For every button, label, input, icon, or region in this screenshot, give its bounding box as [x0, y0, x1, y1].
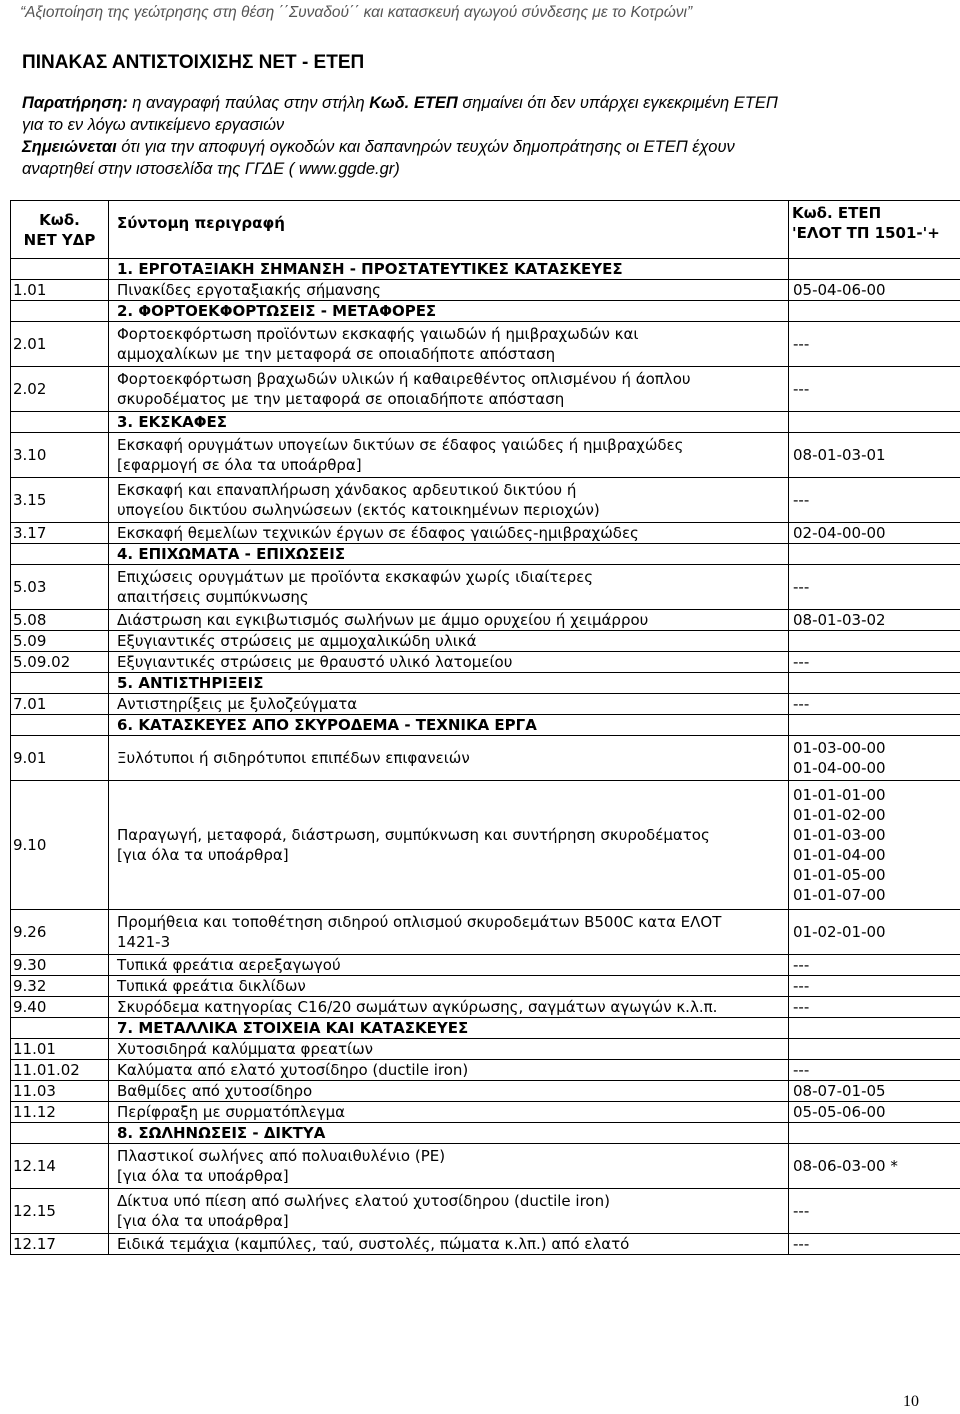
- table-row: [11, 1144, 960, 1189]
- table-row: [11, 433, 960, 478]
- table-row: [11, 736, 960, 781]
- row-etep-code: ---: [789, 955, 960, 976]
- row-description: Προμήθεια και τοποθέτηση σιδηρού οπλισμού σκυροδεμάτων B500C κατα ΕΛΟΤ 1421-3: [109, 910, 789, 955]
- row-etep-code: 02-04-00-00: [789, 523, 960, 544]
- row-code: 11.01.02: [11, 1060, 109, 1081]
- table-row: [11, 280, 960, 301]
- row-etep-code: ---: [789, 997, 960, 1018]
- row-code: 11.03: [11, 1081, 109, 1102]
- table-row: [11, 610, 960, 631]
- row-description: Φορτοεκφόρτωση βραχωδών υλικών ή καθαιρεθέντος οπλισμένου ή άοπλου σκυροδέματος με την μεταφορά σε οποιαδήποτε απόσταση: [109, 367, 789, 412]
- note-line-2: για το εν λόγω αντικείμενο εργασιών: [22, 116, 285, 134]
- row-description: Εξυγιαντικές στρώσεις με αμμοχαλικώδη υλικά: [109, 631, 789, 652]
- table-row: [11, 1234, 960, 1255]
- row-description: Βαθμίδες από χυτοσίδηρο: [109, 1081, 789, 1102]
- row-description: Τυπικά φρεάτια αερεξαγωγού: [109, 955, 789, 976]
- table-row: [11, 694, 960, 715]
- note-label: Παρατήρηση:: [22, 94, 128, 112]
- row-etep-code: ---: [789, 1234, 960, 1255]
- table-row: [11, 1060, 960, 1081]
- row-etep-code: ---: [789, 478, 960, 523]
- section-title: 5. ΑΝΤΙΣΤΗΡΙΞΕΙΣ: [109, 673, 789, 694]
- note-line-4: αναρτηθεί στην ιστοσελίδα της ΓΓΔΕ ( www.ggde.gr): [22, 160, 400, 178]
- row-code: 5.03: [11, 565, 109, 610]
- table-body: [11, 201, 960, 1255]
- table-row: [11, 955, 960, 976]
- row-code: 5.09: [11, 631, 109, 652]
- row-etep-code: 08-06-03-00 *: [789, 1144, 960, 1189]
- row-etep-code: 08-07-01-05: [789, 1081, 960, 1102]
- row-description: Ξυλότυποι ή σιδηρότυποι επιπέδων επιφανειών: [109, 736, 789, 781]
- row-etep-code: ---: [789, 1189, 960, 1234]
- row-code: 12.15: [11, 1189, 109, 1234]
- table-row: [11, 1189, 960, 1234]
- section-title: 7. ΜΕΤΑΛΛΙΚΑ ΣΤΟΙΧΕΙΑ ΚΑΙ ΚΑΤΑΣΚΕΥΕΣ: [109, 1018, 789, 1039]
- table-row: [11, 1039, 960, 1060]
- header-etep: Κωδ. ΕΤΕΠ 'ΕΛΟΤ ΤΠ 1501-'+: [789, 201, 960, 259]
- row-description: Πλαστικοί σωλήνες από πολυαιθυλένιο (PE) [για όλα τα υποάρθρα]: [109, 1144, 789, 1189]
- section-row: [11, 259, 960, 280]
- row-etep-code: 01-01-01-00 01-01-02-00 01-01-03-00 01-01-04-00 01-01-05-00 01-01-07-00: [789, 781, 960, 910]
- row-code: 5.08: [11, 610, 109, 631]
- row-code: 3.15: [11, 478, 109, 523]
- row-code: 9.30: [11, 955, 109, 976]
- row-description: Εκσκαφή θεμελίων τεχνικών έργων σε έδαφος γαιώδες-ημιβραχώδες: [109, 523, 789, 544]
- section-title: 8. ΣΩΛΗΝΩΣΕΙΣ - ΔΙΚΤΥΑ: [109, 1123, 789, 1144]
- table-row: [11, 997, 960, 1018]
- row-etep-code: ---: [789, 565, 960, 610]
- row-code: 5.09.02: [11, 652, 109, 673]
- page-number: 10: [903, 1393, 919, 1410]
- row-etep-code: 05-04-06-00: [789, 280, 960, 301]
- section-row: [11, 412, 960, 433]
- table-row: [11, 910, 960, 955]
- row-description: Παραγωγή, μεταφορά, διάστρωση, συμπύκνωση και συντήρηση σκυροδέματος [για όλα τα υποάρθρα]: [109, 781, 789, 910]
- row-code: 9.10: [11, 781, 109, 910]
- section-title: 2. ΦΟΡΤΟΕΚΦΟΡΤΩΣΕΙΣ - ΜΕΤΑΦΟΡΕΣ: [109, 301, 789, 322]
- note-text: ότι για την αποφυγή ογκοδών και δαπανηρών τευχών δημοπράτησης οι ΕΤΕΠ έχουν: [116, 138, 735, 156]
- section-row: [11, 1018, 960, 1039]
- section-title: 4. ΕΠΙΧΩΜΑΤΑ - ΕΠΙΧΩΣΕΙΣ: [109, 544, 789, 565]
- row-description: Εκσκαφή και επαναπλήρωση χάνδακος αρδευτικού δικτύου ή υπογείου δικτύου σωληνώσεων (εκτός κατοικημένων περιοχών): [109, 478, 789, 523]
- header-code: Κωδ. ΝΕΤ ΥΔΡ: [11, 201, 109, 259]
- running-header: “Αξιοποίηση της γεώτρησης στη θέση ΄΄Συναδού΄΄ και κατασκευή αγωγού σύνδεσης με το Κοτρώνι”: [20, 4, 693, 21]
- section-row: [11, 301, 960, 322]
- row-etep-code: ---: [789, 367, 960, 412]
- row-description: Σκυρόδεμα κατηγορίας C16/20 σωμάτων αγκύρωσης, σαγμάτων αγωγών κ.λ.π.: [109, 997, 789, 1018]
- row-code: 3.17: [11, 523, 109, 544]
- page-title: ΠΙΝΑΚΑΣ ΑΝΤΙΣΤΟΙΧΙΣΗΣ ΝΕΤ - ΕΤΕΠ: [22, 52, 365, 73]
- row-code: 11.12: [11, 1102, 109, 1123]
- table-row: [11, 1102, 960, 1123]
- row-description: Ειδικά τεμάχια (καμπύλες, ταύ, συστολές, πώματα κ.λπ.) από ελατό: [109, 1234, 789, 1255]
- note-bold: Κωδ. ΕΤΕΠ: [369, 94, 458, 112]
- row-code: 2.02: [11, 367, 109, 412]
- row-code: 7.01: [11, 694, 109, 715]
- note-label: Σημειώνεται: [22, 138, 117, 156]
- note-line-3: [22, 136, 922, 158]
- table-header-row: [11, 201, 960, 259]
- row-description: Φορτοεκφόρτωση προϊόντων εκσκαφής γαιωδών ή ημιβραχωδών και αμμοχαλίκων με την μεταφορά σε οποιαδήποτε απόσταση: [109, 322, 789, 367]
- row-description: Αντιστηρίξεις με ξυλοζεύγματα: [109, 694, 789, 715]
- header-description: Σύντομη περιγραφή: [109, 201, 789, 259]
- row-etep-code: 01-03-00-00 01-04-00-00: [789, 736, 960, 781]
- row-code: 2.01: [11, 322, 109, 367]
- table-row: [11, 367, 960, 412]
- table-row: [11, 976, 960, 997]
- section-row: [11, 715, 960, 736]
- row-code: 1.01: [11, 280, 109, 301]
- row-code: 9.01: [11, 736, 109, 781]
- table-row: [11, 1081, 960, 1102]
- row-code: 3.10: [11, 433, 109, 478]
- row-code: 12.17: [11, 1234, 109, 1255]
- row-code: 9.26: [11, 910, 109, 955]
- correspondence-table: [10, 200, 960, 1255]
- table-row: [11, 478, 960, 523]
- row-description: Δίκτυα υπό πίεση από σωλήνες ελατού χυτοσίδηρου (ductile iron) [για όλα τα υποάρθρα]: [109, 1189, 789, 1234]
- row-etep-code: [789, 631, 960, 652]
- note-text: η αναγραφή παύλας στην στήλη: [127, 94, 370, 112]
- table-row: [11, 631, 960, 652]
- row-description: Πινακίδες εργοταξιακής σήμανσης: [109, 280, 789, 301]
- section-row: [11, 544, 960, 565]
- row-description: Διάστρωση και εγκιβωτισμός σωλήνων με άμμο ορυχείου ή χειμάρρου: [109, 610, 789, 631]
- row-etep-code: ---: [789, 694, 960, 715]
- row-code: 9.40: [11, 997, 109, 1018]
- row-code: 9.32: [11, 976, 109, 997]
- section-row: [11, 673, 960, 694]
- section-row: [11, 1123, 960, 1144]
- row-etep-code: ---: [789, 652, 960, 673]
- table-row: [11, 322, 960, 367]
- note-line-1: [22, 92, 922, 114]
- row-etep-code: ---: [789, 322, 960, 367]
- table-row: [11, 781, 960, 910]
- section-title: 6. ΚΑΤΑΣΚΕΥΕΣ ΑΠΟ ΣΚΥΡΟΔΕΜΑ - ΤΕΧΝΙΚΑ ΕΡΓΑ: [109, 715, 789, 736]
- section-title: 1. ΕΡΓΟΤΑΞΙΑΚΗ ΣΗΜΑΝΣΗ - ΠΡΟΣΤΑΤΕΥΤΙΚΕΣ ΚΑΤΑΣΚΕΥΕΣ: [109, 259, 789, 280]
- row-code: 11.01: [11, 1039, 109, 1060]
- table-row: [11, 565, 960, 610]
- table-row: [11, 523, 960, 544]
- row-etep-code: 05-05-06-00: [789, 1102, 960, 1123]
- note-text: σημαίνει ότι δεν υπάρχει εγκεκριμένη ΕΤΕΠ: [457, 94, 778, 112]
- row-description: Επιχώσεις ορυγμάτων με προϊόντα εκσκαφών χωρίς ιδιαίτερες απαιτήσεις συμπύκνωσης: [109, 565, 789, 610]
- row-description: Εξυγιαντικές στρώσεις με θραυστό υλικό λατομείου: [109, 652, 789, 673]
- row-description: Περίφραξη με συρματόπλεγμα: [109, 1102, 789, 1123]
- row-etep-code: 01-02-01-00: [789, 910, 960, 955]
- row-code: 12.14: [11, 1144, 109, 1189]
- row-etep-code: 08-01-03-02: [789, 610, 960, 631]
- row-description: Εκσκαφή ορυγμάτων υπογείων δικτύων σε έδαφος γαιώδες ή ημιβραχώδες [εφαρμογή σε όλα τα υποάρθρα]: [109, 433, 789, 478]
- section-title: 3. ΕΚΣΚΑΦΕΣ: [109, 412, 789, 433]
- row-etep-code: ---: [789, 976, 960, 997]
- table-row: [11, 652, 960, 673]
- row-etep-code: [789, 1039, 960, 1060]
- row-description: Τυπικά φρεάτια δικλίδων: [109, 976, 789, 997]
- note-block: [22, 92, 922, 180]
- row-etep-code: ---: [789, 1060, 960, 1081]
- row-description: Χυτοσιδηρά καλύμματα φρεατίων: [109, 1039, 789, 1060]
- row-description: Καλύματα από ελατό χυτοσίδηρο (ductile iron): [109, 1060, 789, 1081]
- row-etep-code: 08-01-03-01: [789, 433, 960, 478]
